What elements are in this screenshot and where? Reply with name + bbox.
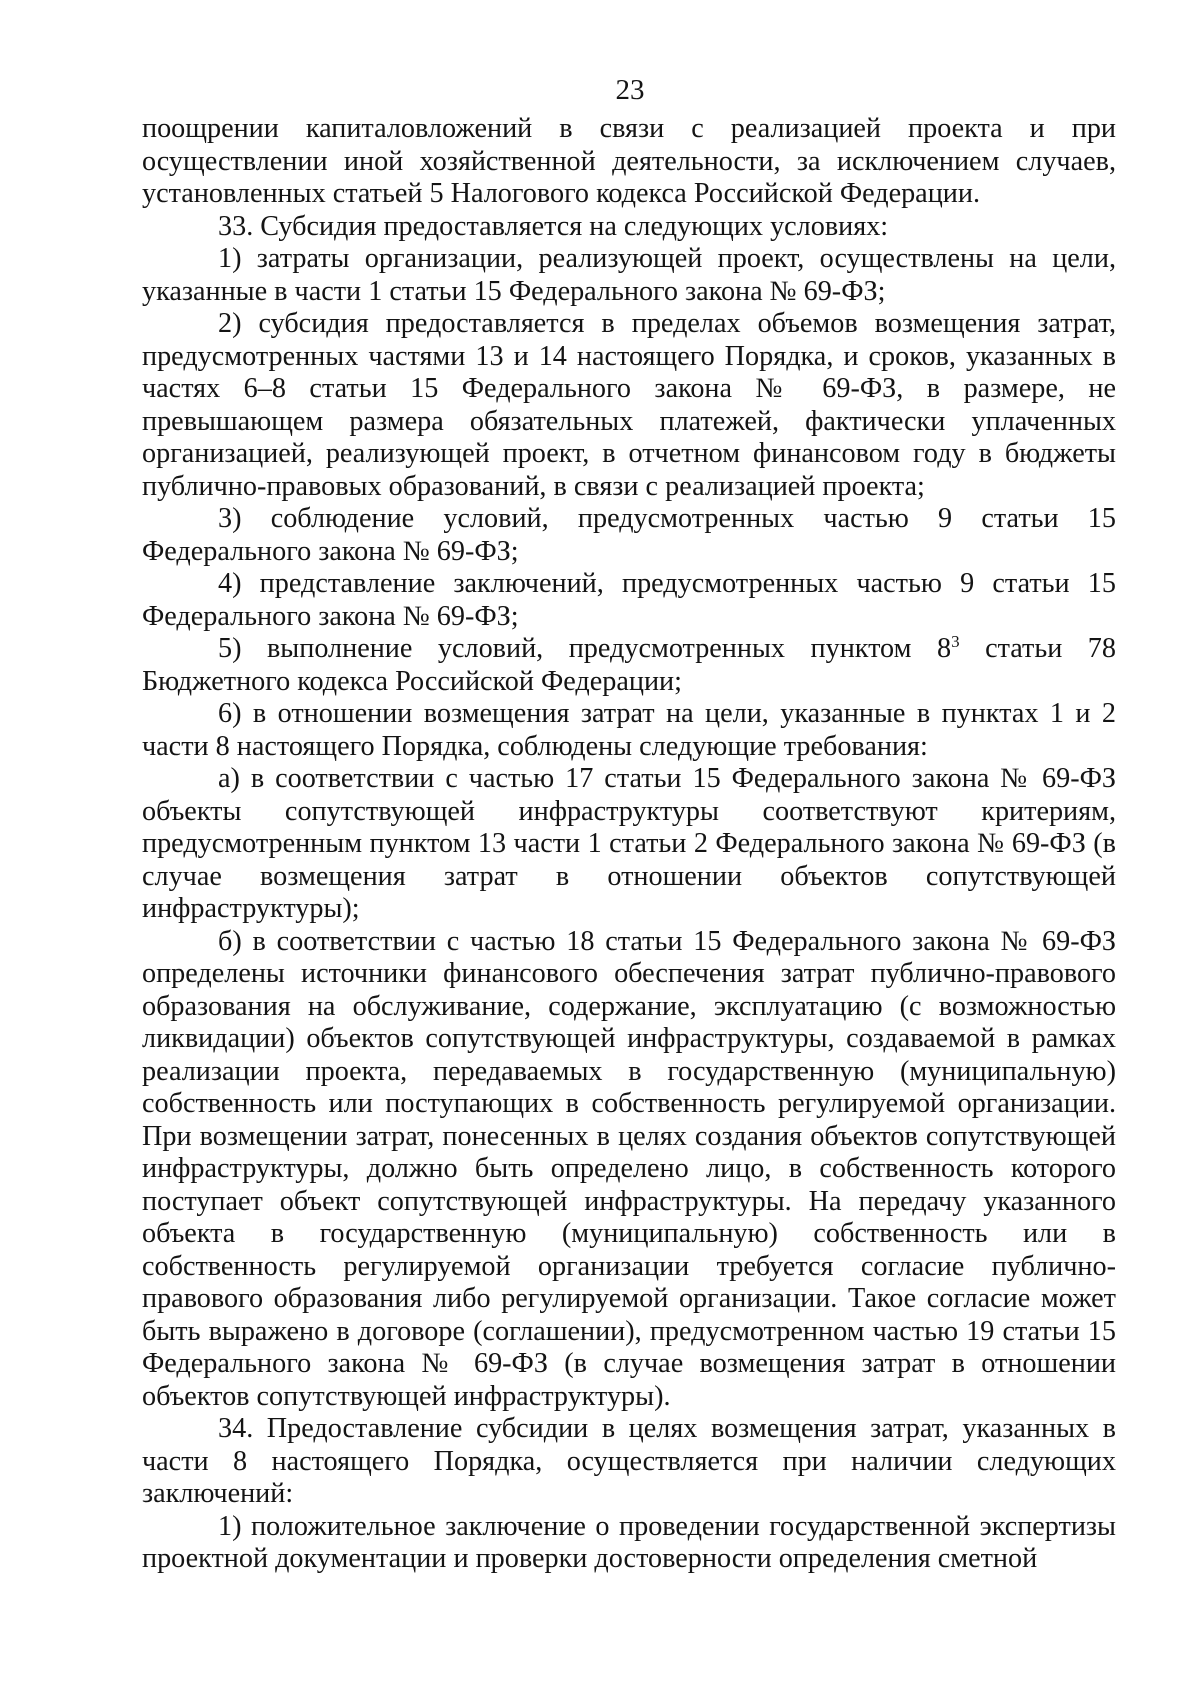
paragraph-condition-5	[142, 633, 1116, 698]
paragraph-item-34: 34. Предоставление субсидии в целях возмещения затрат, указанных в части 8 настоящего Порядка, осуществляется при наличии следующих заключений:	[142, 1413, 1116, 1509]
paragraph-condition-4: 4) представление заключений, предусмотренных частью 9 статьи 15 Федерального закона № 69-ФЗ;	[142, 568, 1116, 632]
condition-5-text-before: 5) выполнение условий, предусмотренных пунктом 8	[218, 633, 952, 664]
paragraph-continuation: поощрении капиталовложений в связи с реализацией проекта и при осуществлении иной хозяйственной деятельности, за исключением случаев, установленных статьей 5 Налогового кодекса Российской Федерации.	[142, 113, 1116, 209]
page-number: 23	[615, 74, 645, 106]
document-body	[142, 113, 1116, 1576]
superscript: 3	[951, 632, 960, 651]
paragraph-condition-6: 6) в отношении возмещения затрат на цели, указанные в пунктах 1 и 2 части 8 настоящего Порядка, соблюдены следующие требования:	[142, 698, 1116, 762]
paragraph-subitem-b: б) в соответствии с частью 18 статьи 15 Федерального закона № 69-ФЗ определены источники финансового обеспечения затрат публично-правового образования на обслуживание, содержание, эксплуатацию (с возможностью ликвидации) объектов сопутствующей инфраструктуры, создаваемой в рамках реализации проекта, передаваемых в государственную (муниципальную) собственность или поступающих в собственность регулируемой организации. При возмещении затрат, понесенных в целях создания объектов сопутствующей инфраструктуры, должно быть определено лицо, в собственность которого поступает объект сопутствующей инфраструктуры. На передачу указанного объекта в государственную (муниципальную) собственность или в собственность регулируемой организации требуется согласие публично-правового образования либо регулируемой организации. Такое согласие может быть выражено в договоре (соглашении), предусмотренном частью 19 статьи 15 Федерального закона № 69-ФЗ (в случае возмещения затрат в отношении объектов сопутствующей инфраструктуры).	[142, 925, 1116, 1412]
condition-5-text-after: статьи 78 Бюджетного кодекса Российской Федерации;	[142, 633, 1116, 697]
paragraph-conclusion-1: 1) положительное заключение о проведении государственной экспертизы проектной документации и проверки достоверности определения сметной	[142, 1510, 1116, 1574]
paragraph-subitem-a: а) в соответствии с частью 17 статьи 15 Федерального закона № 69-ФЗ объекты сопутствующей инфраструктуры соответствуют критериям, предусмотренным пунктом 13 части 1 статьи 2 Федерального закона № 69-ФЗ (в случае возмещения затрат в отношении объектов сопутствующей инфраструктуры);	[142, 763, 1116, 924]
paragraph-condition-2: 2) субсидия предоставляется в пределах объемов возмещения затрат, предусмотренных частями 13 и 14 настоящего Порядка, и сроков, указанных в частях 6–8 статьи 15 Федерального закона № 69-ФЗ, в размере, не превышающем размера обязательных платежей, фактически уплаченных организацией, реализующей проект, в отчетном финансовом году в бюджеты публично-правовых образований, в связи с реализацией проекта;	[142, 308, 1116, 502]
paragraph-condition-1: 1) затраты организации, реализующей проект, осуществлены на цели, указанные в части 1 статьи 15 Федерального закона № 69-ФЗ;	[142, 243, 1116, 307]
paragraph-item-33: 33. Субсидия предоставляется на следующих условиях:	[218, 210, 889, 242]
paragraph-condition-3: 3) соблюдение условий, предусмотренных частью 9 статьи 15 Федерального закона № 69-ФЗ;	[142, 503, 1116, 567]
